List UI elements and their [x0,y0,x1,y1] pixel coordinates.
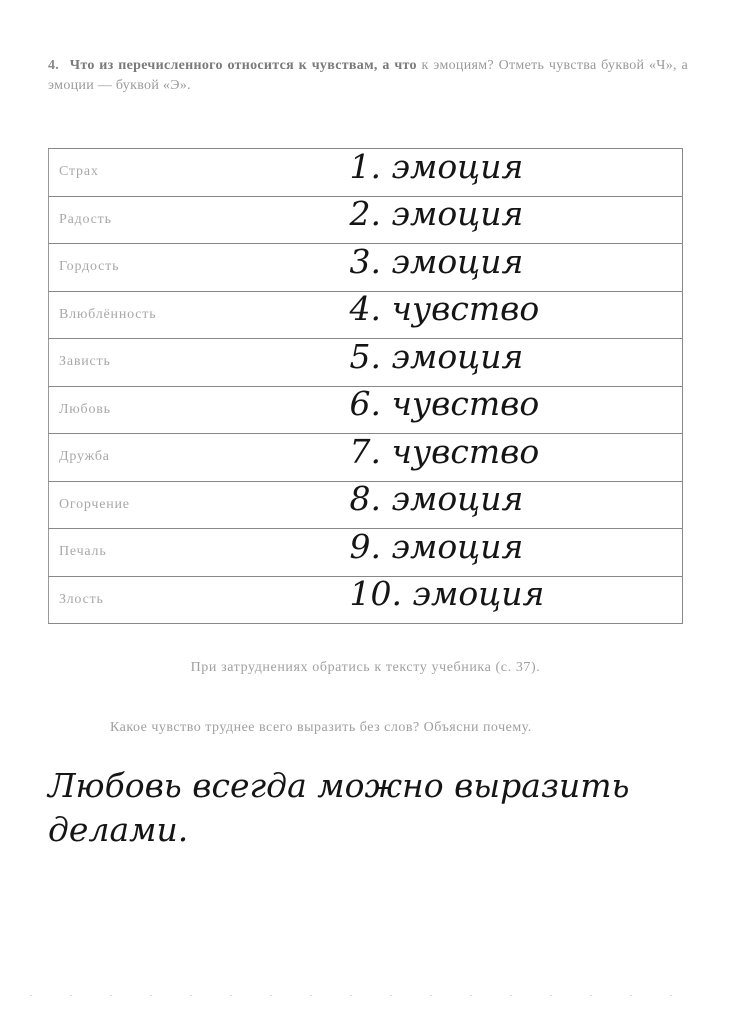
row-answer: 9. эмоция [349,526,524,566]
row-answer: 2. эмоция [349,194,524,234]
row-answer: 3. эмоция [349,241,524,281]
table-row [49,386,683,434]
row-answer-cell [312,336,683,387]
feelings-emotions-table [48,148,683,624]
table-row [49,196,683,244]
row-answer-cell [312,431,683,482]
task-question-rest: к эмоциям? Отметь чувства буквой «Ч», а эмоции — буквой «Э». [48,58,688,93]
task-number: 4. [48,58,60,73]
table-body [49,146,683,624]
row-answer: 6. чувство [349,384,540,424]
table-row [49,149,683,197]
scan-noise [30,995,690,996]
hint-text: При затруднениях обратись к тексту учебника (с. 37). [190,660,541,675]
table-row [49,291,683,339]
row-label: Страх [49,149,312,197]
answer-line-2: делами. [48,810,189,849]
row-answer-cell [312,241,683,292]
row-label: Огорчение [49,481,312,529]
table-row [49,339,683,387]
row-answer: 1. эмоция [349,146,524,186]
row-answer: 7. чувство [349,431,540,471]
question-text: Какое чувство труднее всего выразить без слов? Объясни почему. [110,720,532,735]
row-label: Дружба [49,434,312,482]
row-label: Радость [49,196,312,244]
row-answer-cell [312,146,683,197]
table-row [49,529,683,577]
row-answer-cell [312,386,683,434]
row-label: Гордость [49,244,312,292]
task-question-bold: Что из перечисленного относится к чувствам, а что [69,58,417,73]
row-answer-cell [312,526,683,577]
row-answer-cell [312,196,683,244]
row-label: Зависть [49,339,312,387]
row-label: Любовь [49,386,312,434]
table-row [49,434,683,482]
task-instruction [48,56,688,96]
row-answer-cell [312,576,683,624]
row-answer: 5. эмоция [349,336,524,376]
row-answer: 4. чувство [349,289,540,329]
row-answer: 10. эмоция [349,574,545,614]
handwritten-answer [48,764,688,852]
row-label: Влюблённость [49,291,312,339]
row-label: Злость [49,576,312,624]
answer-line-1: Любовь всегда можно выразить [48,766,630,805]
row-label: Печаль [49,529,312,577]
row-answer: 8. эмоция [349,479,524,519]
row-answer-cell [312,291,683,339]
row-answer-cell [312,481,683,529]
table-row [49,576,683,624]
table-row [49,481,683,529]
table-row [49,244,683,292]
